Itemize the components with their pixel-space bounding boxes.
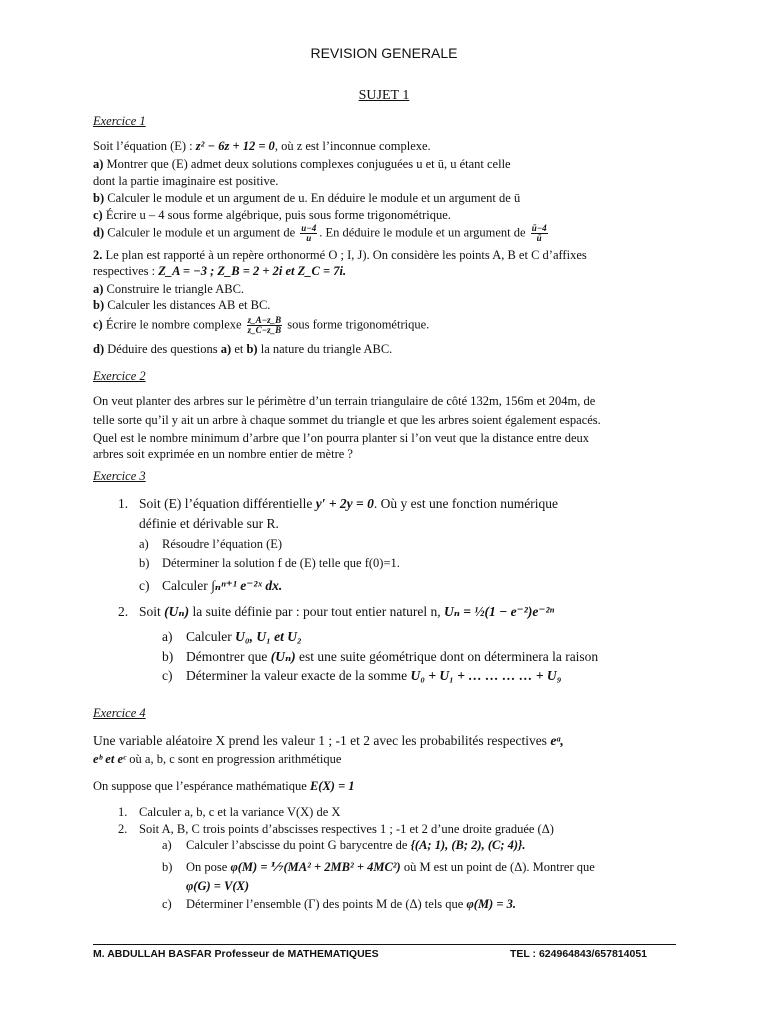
item-text: Déterminer la valeur exacte de la somme bbox=[186, 668, 411, 683]
question-label: c) bbox=[93, 317, 103, 332]
question-text: Montrer que (E) admet deux solutions complexes conjuguées u et ū, u étant celle bbox=[103, 157, 511, 171]
ex1-intro-text-end: , où z est l’inconnue complexe. bbox=[274, 139, 431, 153]
fraction-numerator: z_A−z_B bbox=[247, 315, 282, 325]
sub-label: c) bbox=[162, 897, 172, 911]
ex1-question-c bbox=[93, 208, 451, 223]
exercise-3-heading: Exercice 3 bbox=[93, 469, 146, 483]
question-text: Déduire des questions bbox=[104, 342, 221, 356]
item-text: On pose bbox=[186, 860, 231, 874]
question-text: Calculer le module et un argument de u. En déduire le module et un argument de ū bbox=[104, 191, 521, 205]
affixes-label: respectives : bbox=[93, 264, 159, 278]
phi-condition: φ(M) = 3. bbox=[466, 897, 516, 911]
ex4-intro-cont bbox=[93, 752, 341, 767]
sub-label: b) bbox=[162, 649, 174, 664]
affixes-equation: Z_A = −3 ; Z_B = 2 + 2i et Z_C = 7i. bbox=[158, 264, 347, 278]
fraction bbox=[531, 224, 548, 243]
sequence-symbol: (Uₙ) bbox=[164, 604, 190, 619]
item-text: Démontrer que bbox=[186, 649, 271, 664]
ex1-intro bbox=[93, 139, 431, 154]
sub-label: c) bbox=[139, 578, 150, 593]
differential-equation: y′ + 2y = 0 bbox=[315, 496, 374, 511]
ex2-line: Quel est le nombre minimum d’arbre que l’on pourra planter si l’on veut que la distance entre deux bbox=[93, 431, 590, 445]
sub-label: b) bbox=[162, 860, 173, 874]
item-text: est une suite géométrique dont on déterminera la raison bbox=[295, 649, 599, 664]
part-number: 2. bbox=[93, 248, 103, 262]
question-text: sous forme trigonométrique. bbox=[284, 317, 430, 332]
question-ref: b) bbox=[246, 342, 258, 356]
sub-label: a) bbox=[139, 537, 149, 551]
item-text: . Où y est une fonction numérique bbox=[373, 496, 558, 511]
subject-title: SUJET 1 bbox=[358, 88, 410, 103]
question-label: d) bbox=[93, 225, 105, 240]
question-text: . En déduire le module et un argument de bbox=[319, 225, 529, 240]
question-text: Construire le triangle ABC. bbox=[103, 282, 245, 296]
exercise-4-heading: Exercice 4 bbox=[93, 706, 146, 720]
ex3-item-1-cont: définie et dérivable sur R. bbox=[139, 516, 279, 531]
question-label: b) bbox=[93, 191, 105, 205]
sub-label: c) bbox=[162, 668, 173, 683]
sub-label: a) bbox=[162, 838, 172, 852]
ex4-item-2b-cont bbox=[186, 879, 249, 894]
phi-equation: φ(G) = V(X) bbox=[186, 879, 250, 893]
integral-expression: ∫ₙⁿ⁺¹ e⁻²ˣ dx. bbox=[211, 578, 283, 593]
item-text: Calculer l’abscisse du point G barycentre de bbox=[186, 838, 411, 852]
question-label: b) bbox=[93, 298, 105, 312]
question-ref: a) bbox=[220, 342, 232, 356]
footer-divider bbox=[93, 944, 676, 945]
ex1-question-2a bbox=[93, 282, 244, 297]
fraction bbox=[300, 224, 317, 243]
ex1-question-2b bbox=[93, 298, 270, 313]
question-text: Écrire u – 4 sous forme algébrique, puis sous forme trigonométrique. bbox=[102, 208, 451, 222]
ex3-item-2 bbox=[139, 604, 554, 620]
ex2-line: On veut planter des arbres sur le périmètre d’un terrain triangulaire de côté 132m, 156m et 204m, de bbox=[93, 394, 596, 408]
ex1-question-a bbox=[93, 157, 511, 172]
question-label: c) bbox=[93, 208, 103, 222]
ex3-item-1 bbox=[139, 496, 558, 512]
sub-label: b) bbox=[139, 556, 150, 570]
sequence-terms: U₀, U₁ et U₂ bbox=[235, 629, 302, 644]
ex4-item-2c bbox=[186, 897, 516, 912]
ex3-item-2c bbox=[186, 668, 561, 684]
ex1-question-b bbox=[93, 191, 520, 206]
fraction-denominator: z_C−z_B bbox=[247, 325, 282, 335]
question-text: Calculer le module et un argument de bbox=[104, 225, 299, 240]
ex4-hypothesis bbox=[93, 779, 355, 794]
question-text: et bbox=[231, 342, 247, 356]
sum-expression: U₀ + U₁ + … … … … + U₉ bbox=[410, 668, 562, 683]
probability-expression: eᵇ et eᶜ bbox=[93, 752, 127, 766]
question-label: a) bbox=[93, 157, 104, 171]
question-text: Calculer les distances AB et BC. bbox=[104, 298, 271, 312]
footer-author: M. ABDULLAH BASFAR Professeur de MATHEMATIQUES bbox=[93, 948, 379, 960]
question-text: la nature du triangle ABC. bbox=[257, 342, 393, 356]
fraction-numerator: u−4 bbox=[301, 223, 317, 233]
item-text: Soit bbox=[139, 604, 165, 619]
exercise-1-heading: Exercice 1 bbox=[93, 114, 146, 128]
ex4-intro bbox=[93, 733, 564, 749]
phi-definition: φ(M) = ⅐(MA² + 2MB² + 4MC²) bbox=[230, 860, 401, 874]
ex1-question-2d bbox=[93, 342, 392, 357]
ex4-item-2: Soit A, B, C trois points d’abscisses respectives 1 ; -1 et 2 d’une droite graduée (Δ) bbox=[139, 822, 554, 836]
expectation-equation: E(X) = 1 bbox=[309, 779, 355, 793]
question-label: a) bbox=[93, 282, 104, 296]
ex3-item-1b: Déterminer la solution f de (E) telle que f(0)=1. bbox=[162, 556, 400, 570]
fraction-denominator: u bbox=[306, 233, 312, 243]
item-text: Soit (E) l’équation différentielle bbox=[139, 496, 316, 511]
ex3-item-2a bbox=[186, 629, 302, 645]
ex1-question-a-cont: dont la partie imaginaire est positive. bbox=[93, 174, 279, 188]
ex3-item-1c bbox=[162, 578, 282, 594]
ex1-question-2c bbox=[93, 316, 429, 335]
question-label: d) bbox=[93, 342, 105, 356]
sequence-symbol: (Uₙ) bbox=[270, 649, 296, 664]
sub-label: a) bbox=[162, 629, 173, 644]
question-text: Écrire le nombre complexe bbox=[102, 317, 245, 332]
fraction bbox=[247, 316, 282, 335]
exercise-2-heading: Exercice 2 bbox=[93, 369, 146, 383]
ex4-item-1: Calculer a, b, c et la variance V(X) de X bbox=[139, 805, 341, 819]
ex4-item-2a bbox=[186, 838, 526, 853]
sequence-definition: Uₙ = ½(1 − e⁻²)e⁻²ⁿ bbox=[444, 604, 555, 619]
ex3-item-2-number: 2. bbox=[118, 604, 129, 619]
footer-phone: TEL : 624964843/657814051 bbox=[510, 948, 648, 960]
document-title: REVISION GENERALE bbox=[310, 45, 458, 61]
ex4-item-1-number: 1. bbox=[118, 805, 128, 819]
ex3-item-1-number: 1. bbox=[118, 496, 129, 511]
ex3-item-2b bbox=[186, 649, 598, 665]
intro-text: où a, b, c sont en progression arithmétique bbox=[126, 752, 342, 766]
item-text: où M est un point de (Δ). Montrer que bbox=[400, 860, 595, 874]
ex1-intro-text: Soit l’équation (E) : bbox=[93, 139, 196, 153]
ex3-item-1a: Résoudre l’équation (E) bbox=[162, 537, 283, 551]
item-text: Déterminer l’ensemble (Γ) des points M de (Δ) tels que bbox=[186, 897, 467, 911]
ex1-equation: z² − 6z + 12 = 0 bbox=[195, 139, 275, 153]
ex4-item-2-number: 2. bbox=[118, 822, 128, 836]
fraction-denominator: ū bbox=[536, 233, 542, 243]
ex1-question-d bbox=[93, 224, 550, 243]
part-text: Le plan est rapporté à un repère orthonormé O ; I, J). On considère les points A, B et C d’affixes bbox=[102, 248, 587, 262]
fraction-numerator: ū−4 bbox=[531, 223, 547, 233]
probability-expression: eᵃ, bbox=[550, 733, 564, 748]
ex1-part-2 bbox=[93, 248, 587, 263]
ex2-line: arbres soit exprimée en un nombre entier de mètre ? bbox=[93, 447, 353, 461]
item-text: Calculer bbox=[186, 629, 236, 644]
item-text: Calculer bbox=[162, 578, 212, 593]
ex2-line: telle sorte qu’il y ait un arbre à chaque sommet du triangle et que les arbres soient également espacés. bbox=[93, 413, 601, 427]
intro-text: Une variable aléatoire X prend les valeur 1 ; -1 et 2 avec les probabilités respectives bbox=[93, 733, 551, 748]
item-text: la suite définie par : pour tout entier naturel n, bbox=[189, 604, 444, 619]
hypothesis-text: On suppose que l’espérance mathématique bbox=[93, 779, 310, 793]
ex1-affixes bbox=[93, 264, 346, 279]
ex4-item-2b bbox=[186, 860, 595, 875]
barycenter-weights: {(A; 1), (B; 2), (C; 4)}. bbox=[410, 838, 526, 852]
